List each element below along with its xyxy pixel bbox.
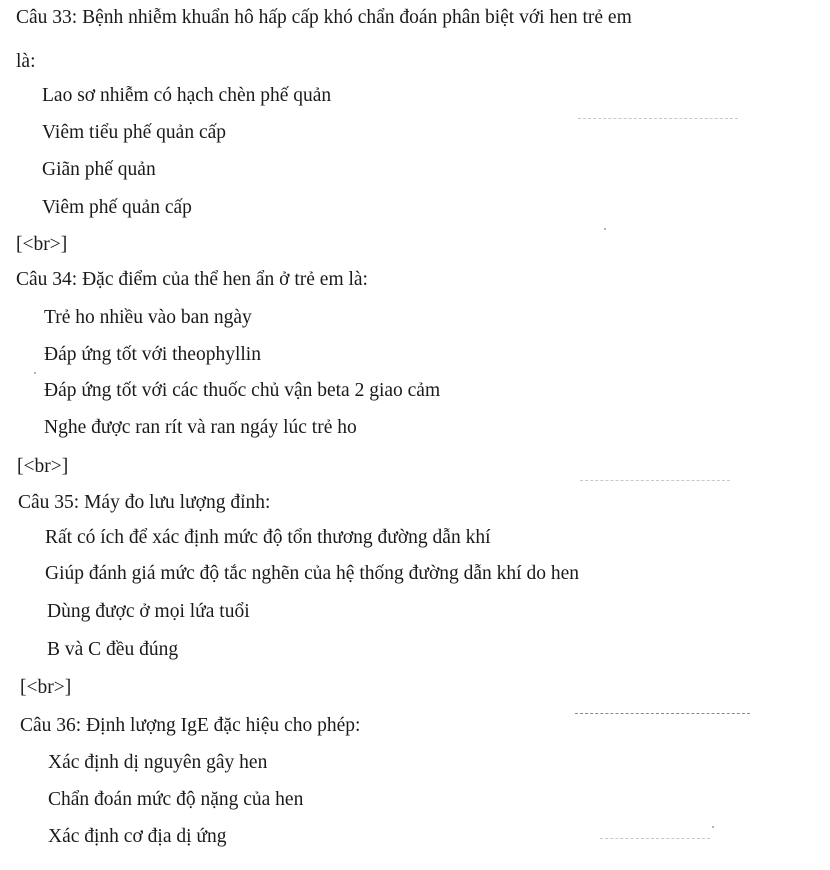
- question-36-option-c: Xác định cơ địa dị ứng: [48, 826, 227, 847]
- question-35-option-d: B và C đều đúng: [47, 639, 179, 660]
- scan-artifact-line: [575, 713, 750, 714]
- question-36-title: Câu 36: Định lượng IgE đặc hiệu cho phép:: [20, 715, 361, 736]
- question-34-option-b: Đáp ứng tốt với theophyllin: [44, 344, 261, 365]
- question-33-option-d: Viêm phế quản cấp: [42, 197, 192, 218]
- question-33-title-continued: là:: [16, 51, 36, 72]
- scan-speck: [34, 372, 36, 374]
- separator-34: [<br>]: [17, 456, 69, 477]
- question-34-title: Câu 34: Đặc điểm của thể hen ẩn ở trẻ em là:: [16, 269, 368, 290]
- question-35-option-a: Rất có ích để xác định mức độ tổn thương đường dẫn khí: [45, 527, 491, 548]
- question-35-title: Câu 35: Máy đo lưu lượng đỉnh:: [18, 492, 271, 513]
- scan-speck: [712, 826, 714, 828]
- separator-35: [<br>]: [20, 677, 72, 698]
- question-33-title: Câu 33: Bệnh nhiễm khuẩn hô hấp cấp khó chẩn đoán phân biệt với hen trẻ em: [16, 7, 632, 28]
- question-34-option-d: Nghe được ran rít và ran ngáy lúc trẻ ho: [44, 417, 357, 438]
- scan-artifact-line: [578, 118, 738, 119]
- question-34-option-c: Đáp ứng tốt với các thuốc chủ vận beta 2 giao cảm: [44, 380, 441, 401]
- question-36-option-a: Xác định dị nguyên gây hen: [48, 752, 268, 773]
- question-33-option-b: Viêm tiểu phế quản cấp: [42, 122, 227, 143]
- question-35-option-b: Giúp đánh giá mức độ tắc nghẽn của hệ thống đường dẫn khí do hen: [45, 563, 579, 584]
- question-35-option-c: Dùng được ở mọi lứa tuổi: [47, 601, 250, 622]
- scan-artifact-line: [580, 480, 730, 481]
- scan-speck: [604, 228, 606, 230]
- question-36-option-b: Chẩn đoán mức độ nặng của hen: [48, 789, 304, 810]
- separator-33: [<br>]: [16, 234, 68, 255]
- question-34-option-a: Trẻ ho nhiều vào ban ngày: [44, 307, 252, 328]
- question-33-option-c: Giãn phế quản: [42, 159, 156, 180]
- scan-artifact-line: [600, 838, 710, 839]
- question-33-option-a: Lao sơ nhiễm có hạch chèn phế quản: [42, 85, 332, 106]
